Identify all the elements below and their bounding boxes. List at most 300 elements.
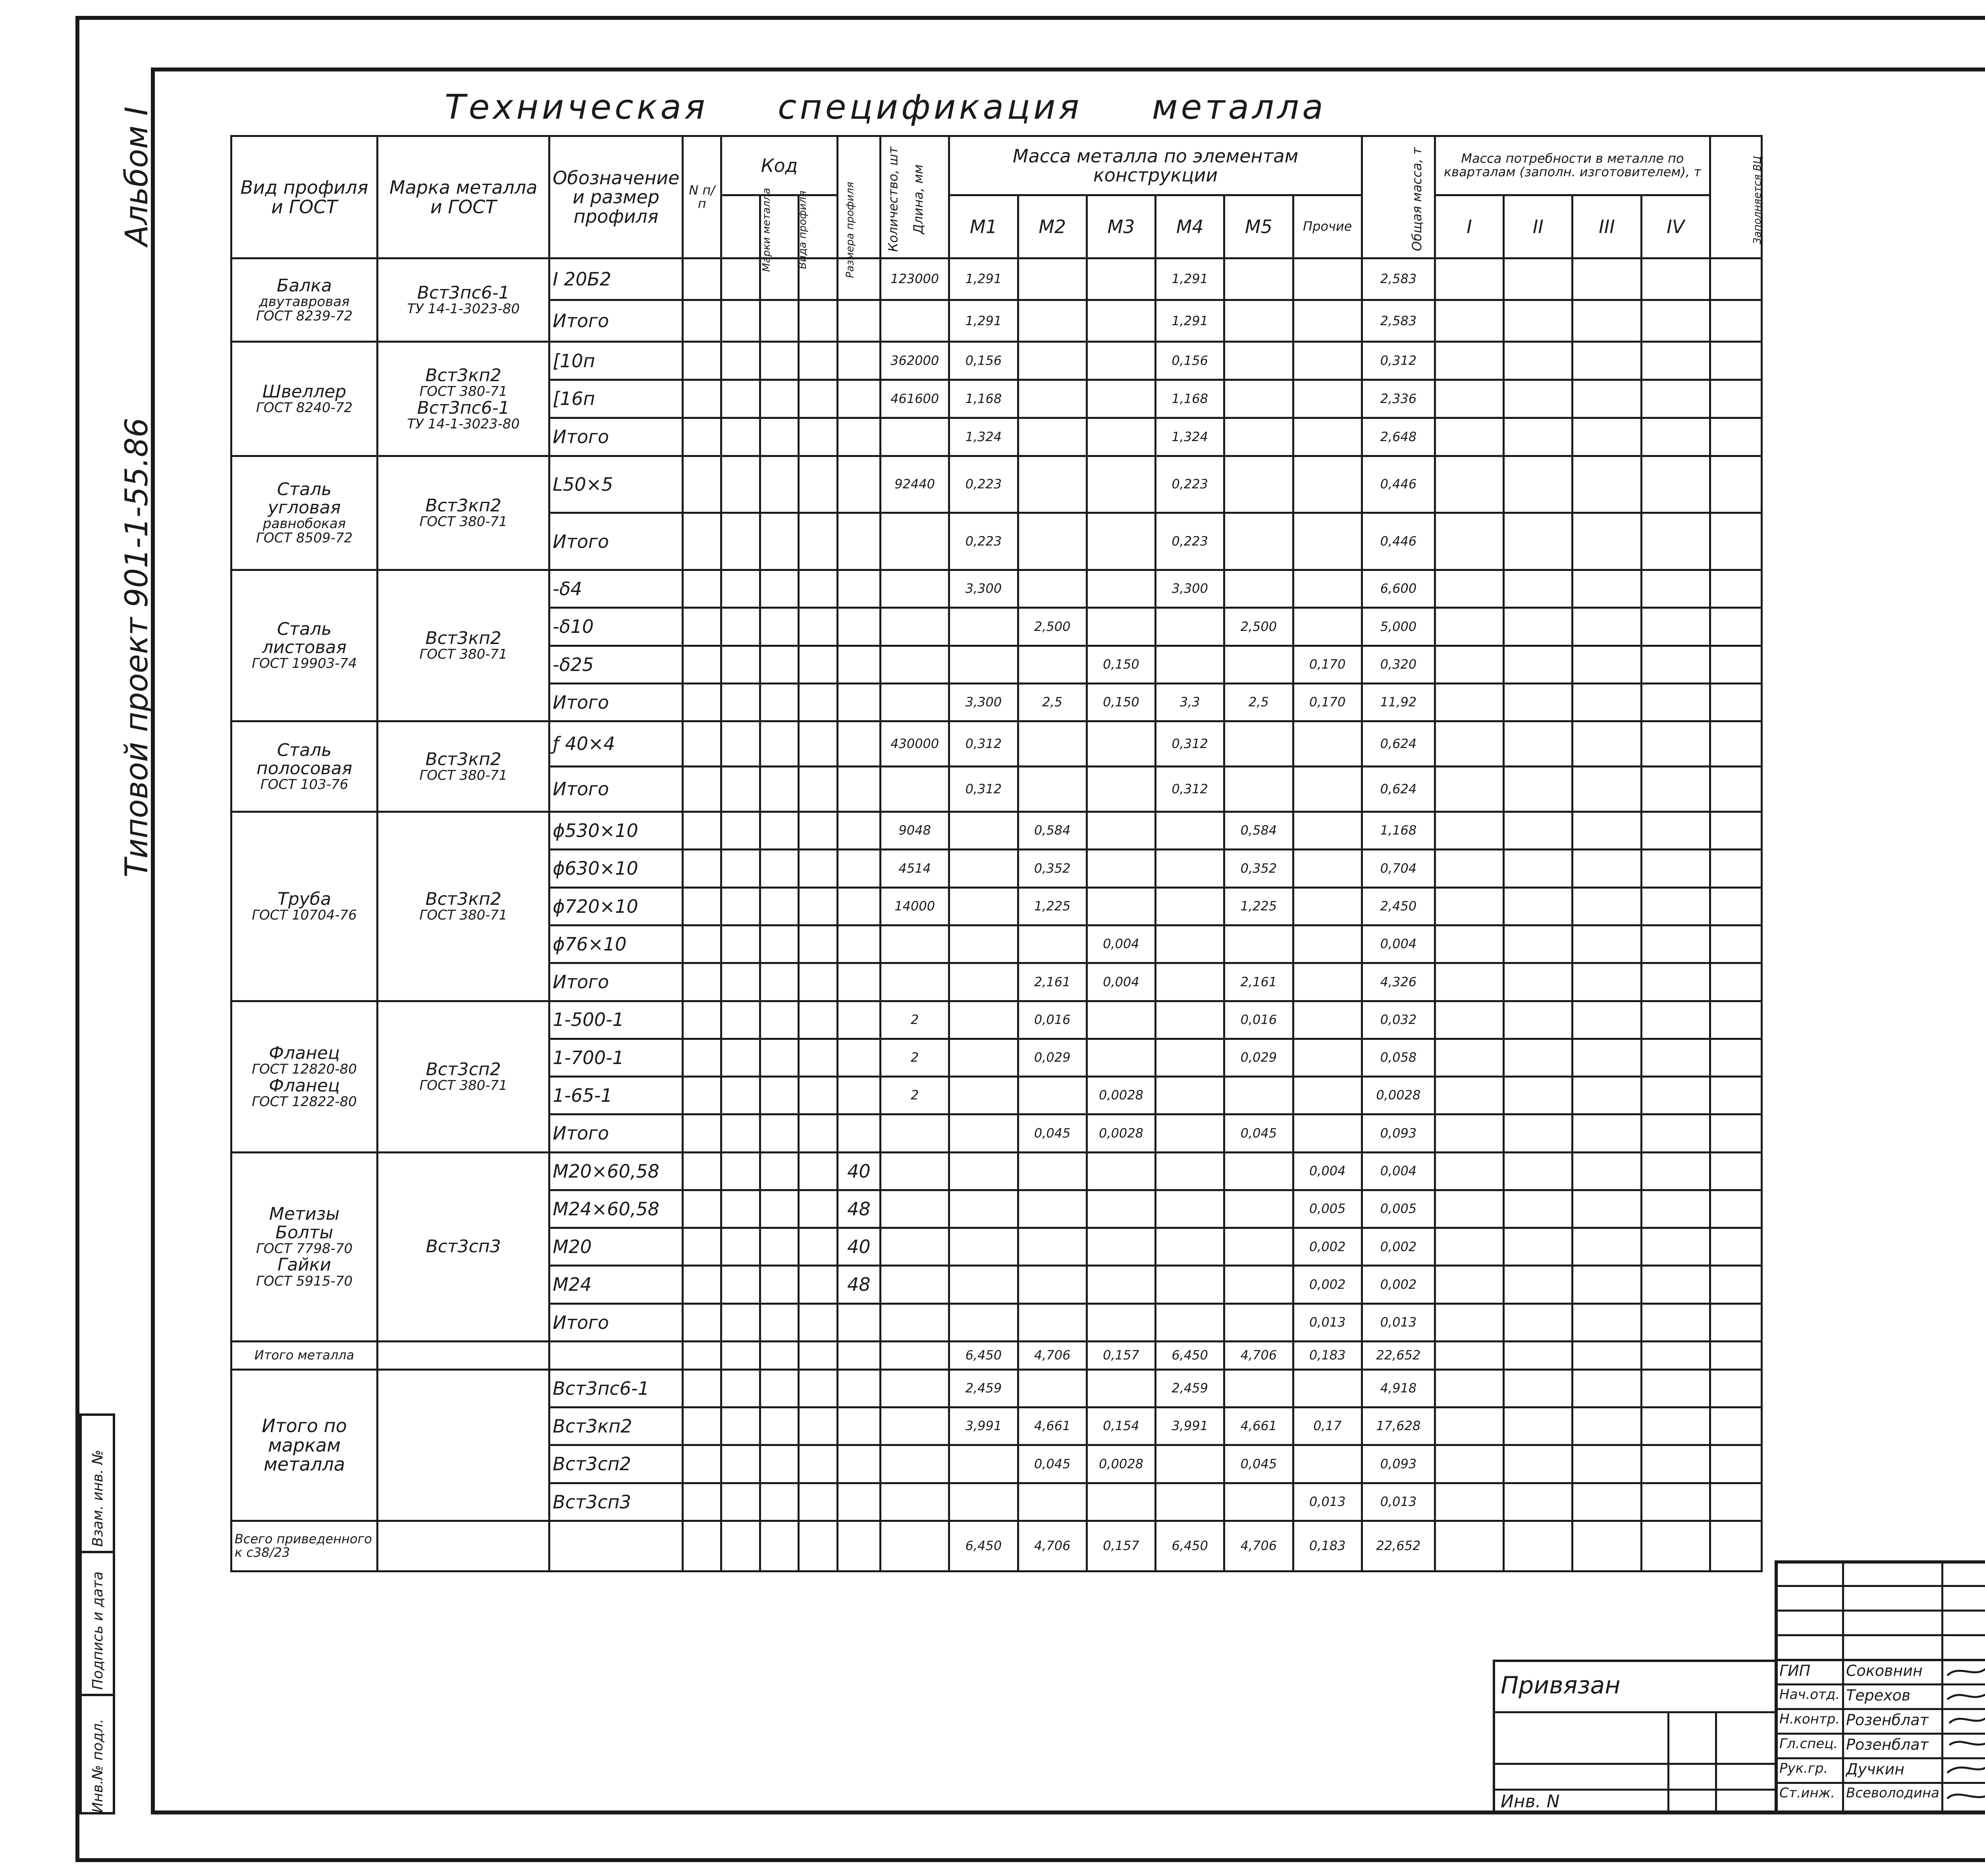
mass-m4: 1,291: [1156, 300, 1224, 342]
mass-m6: [1293, 925, 1362, 963]
empty-cell: [799, 1039, 837, 1076]
empty-cell: [760, 1228, 798, 1266]
quantity: 40: [837, 1152, 880, 1190]
mass-m6: 0,002: [1293, 1228, 1362, 1266]
empty-cell: [799, 1342, 837, 1370]
empty-cell: [721, 570, 760, 608]
empty-cell: [1435, 1190, 1503, 1228]
mass-m2: 1,225: [1018, 887, 1087, 925]
empty-cell: [1710, 342, 1761, 380]
mass-m5: 0,029: [1224, 1039, 1293, 1076]
empty-cell: [837, 1369, 880, 1407]
mass-m6: 0,170: [1293, 646, 1362, 683]
empty-cell: [721, 1114, 760, 1152]
quantity: [837, 646, 880, 683]
mass-m3: [1087, 1039, 1155, 1076]
length: [881, 683, 949, 721]
empty-cell: [1504, 456, 1573, 513]
spec-title: Техническая спецификация металла: [445, 87, 1326, 127]
role-5: Ст.инж.: [1779, 1785, 1835, 1801]
empty-cell: [1435, 342, 1503, 380]
mass-m5: 0,584: [1224, 812, 1293, 850]
empty-cell: [682, 1407, 721, 1445]
empty-cell: [1710, 646, 1761, 683]
empty-cell: [1504, 1001, 1573, 1039]
total-mass: 4,918: [1362, 1369, 1435, 1407]
empty-cell: [1573, 300, 1641, 342]
mass-m1: 1,291: [949, 258, 1018, 300]
empty-cell: [1710, 1114, 1761, 1152]
empty-cell: [378, 1521, 549, 1571]
empty-cell: [682, 925, 721, 963]
mass-m2: [1018, 1077, 1087, 1114]
mass-m6: [1293, 570, 1362, 608]
profile-type: [231, 812, 378, 1001]
empty-cell: [799, 1483, 837, 1521]
mass-m5: [1224, 342, 1293, 380]
total-mass: 0,002: [1362, 1228, 1435, 1266]
empty-cell: [1641, 683, 1710, 721]
quantity: [837, 1001, 880, 1039]
empty-cell: [682, 1483, 721, 1521]
empty-cell: [1573, 1114, 1641, 1152]
profile-size: [16п: [549, 380, 683, 418]
empty-cell: [1641, 925, 1710, 963]
empty-cell: [1641, 963, 1710, 1001]
steel-grade: [378, 812, 549, 1001]
empty-cell: [1641, 570, 1710, 608]
empty-cell: [760, 418, 798, 456]
itogo-metalla-label: Итого металла: [231, 1342, 378, 1370]
mass-m4: [1156, 646, 1224, 683]
steel-grade: [378, 258, 549, 342]
empty-cell: [721, 1483, 760, 1521]
itogo-m6: 0,183: [1293, 1342, 1362, 1370]
profile-type-line: листовая: [262, 637, 347, 658]
mass-m3: 0,150: [1087, 683, 1155, 721]
quantity: [837, 683, 880, 721]
quantity: [837, 513, 880, 570]
privyazan-block: [1493, 1660, 1775, 1814]
mass-m3: 0,150: [1087, 646, 1155, 683]
profile-size: -δ4: [549, 570, 683, 608]
steel-grade: [378, 570, 549, 721]
empty-cell: [1504, 683, 1573, 721]
empty-cell: [1435, 887, 1503, 925]
mass-m5: [1224, 1303, 1293, 1341]
total-mass: 0,0028: [1362, 1077, 1435, 1114]
quantity: [837, 1114, 880, 1152]
empty-cell: [799, 608, 837, 646]
empty-cell: [1435, 258, 1503, 300]
empty-cell: [1573, 456, 1641, 513]
empty-cell: [682, 1001, 721, 1039]
empty-cell: [1504, 887, 1573, 925]
profile-size: ƒ 40×4: [549, 721, 683, 767]
mass-m1: 1,324: [949, 418, 1018, 456]
empty-cell: [682, 767, 721, 812]
steel-grade-line: ГОСТ 380-71: [419, 907, 507, 924]
empty-cell: [1573, 1521, 1641, 1571]
name-1: Терехов: [1846, 1687, 1911, 1704]
empty-cell: [837, 1521, 880, 1571]
stamp-inv: Инв.№ подл.: [90, 1719, 106, 1813]
hdr-massa-el: Масса металла по элементам конструкции: [949, 136, 1362, 195]
empty-cell: [1435, 300, 1503, 342]
empty-cell: [1573, 608, 1641, 646]
mass-m6: [1293, 513, 1362, 570]
mass-m4: [1156, 1001, 1224, 1039]
length: [881, 608, 949, 646]
mass-m5: [1224, 456, 1293, 513]
empty-cell: [1435, 850, 1503, 887]
mass-m6: 0,013: [1293, 1483, 1362, 1521]
mass-m5: [1224, 258, 1293, 300]
mass-m6: [1293, 258, 1362, 300]
profile-type-line: полосовая: [256, 758, 353, 779]
total-mass: 0,004: [1362, 1152, 1435, 1190]
mass-m1: 0,312: [949, 767, 1018, 812]
length: [881, 646, 949, 683]
mass-m2: [1018, 418, 1087, 456]
mass-m4: [1156, 1266, 1224, 1303]
empty-cell: [1641, 1001, 1710, 1039]
quantity: [837, 1077, 880, 1114]
mass-m2: [1018, 342, 1087, 380]
mass-m5: [1224, 925, 1293, 963]
empty-cell: [1710, 1407, 1761, 1445]
mass-m5: 2,5: [1224, 683, 1293, 721]
project-label: Типовой проект 901-1-55.86: [119, 418, 155, 877]
empty-cell: [1435, 1342, 1503, 1370]
empty-cell: [799, 1114, 837, 1152]
mass-m6: [1293, 850, 1362, 887]
mass-m6: [1293, 608, 1362, 646]
mass-m2: 2,161: [1018, 963, 1087, 1001]
mass-m4: [1156, 850, 1224, 887]
hdr-m5: М5: [1224, 195, 1293, 258]
steel-grade-line: Вст3кп2: [425, 365, 501, 386]
mass-m4: [1156, 925, 1224, 963]
steel-grade: [378, 721, 549, 812]
empty-cell: [1573, 1077, 1641, 1114]
hdr-kv3: III: [1573, 195, 1641, 258]
empty-cell: [799, 456, 837, 513]
vsego-total: 22,652: [1362, 1521, 1435, 1571]
empty-cell: [721, 1369, 760, 1407]
empty-cell: [721, 767, 760, 812]
mass-m1: 0,156: [949, 342, 1018, 380]
empty-cell: [1641, 456, 1710, 513]
empty-cell: [760, 300, 798, 342]
empty-cell: [1641, 1483, 1710, 1521]
album-label: Альбом I: [119, 106, 155, 246]
empty-cell: [760, 1001, 798, 1039]
empty-cell: [721, 963, 760, 1001]
hdr-kol: Количество, шт: [837, 136, 880, 258]
profile-type-line: ГОСТ 12820-80: [252, 1061, 357, 1077]
spec-table: [230, 135, 1763, 1572]
length: [881, 513, 949, 570]
empty-cell: [1504, 1266, 1573, 1303]
empty-cell: [1435, 767, 1503, 812]
itogo-po-markam-label: Итого по маркам металла: [231, 1369, 378, 1521]
mass-m4: [1156, 1228, 1224, 1266]
empty-cell: [1435, 1521, 1503, 1571]
empty-cell: [760, 342, 798, 380]
mass-m3: 0,0028: [1087, 1077, 1155, 1114]
empty-cell: [760, 646, 798, 683]
table-row: [231, 1342, 1762, 1370]
empty-cell: [1710, 1342, 1761, 1370]
mass-m4: 0,223: [1156, 513, 1224, 570]
mass-m1: [949, 646, 1018, 683]
profile-type-line: Сталь: [277, 619, 332, 640]
steel-grade-line: ТУ 14-1-3023-80: [407, 416, 520, 432]
empty-cell: [760, 925, 798, 963]
steel-grade-line: Вст3кп2: [425, 628, 501, 649]
quantity: 48: [837, 1266, 880, 1303]
empty-cell: [1435, 1266, 1503, 1303]
profile-type-line: ГОСТ 8509-72: [256, 530, 353, 546]
empty-cell: [1504, 418, 1573, 456]
empty-cell: [1435, 925, 1503, 963]
hdr-kv4: IV: [1641, 195, 1710, 258]
grade-name: Вст3кп2: [549, 1407, 683, 1445]
mass-m2: [1018, 1483, 1087, 1521]
mass-m1: [949, 1228, 1018, 1266]
length: [881, 963, 949, 1001]
mass-m4: [1156, 887, 1224, 925]
quantity: [837, 767, 880, 812]
mass-m5: 0,352: [1224, 850, 1293, 887]
mass-m6: [1293, 380, 1362, 418]
vsego-m1: 6,450: [949, 1521, 1018, 1571]
total-mass: 0,093: [1362, 1445, 1435, 1483]
empty-cell: [682, 1369, 721, 1407]
length: [881, 1152, 949, 1190]
empty-cell: [1573, 1407, 1641, 1445]
mass-m5: 0,045: [1224, 1445, 1293, 1483]
empty-cell: [682, 570, 721, 608]
mass-m1: [949, 1001, 1018, 1039]
length: 123000: [881, 258, 949, 300]
length: 461600: [881, 380, 949, 418]
empty-cell: [682, 812, 721, 850]
profile-type-line: ГОСТ 8240-72: [256, 399, 353, 416]
empty-cell: [760, 1369, 798, 1407]
hdr-vc: Заполняется ВЦ: [1710, 136, 1761, 258]
mass-m3: [1087, 721, 1155, 767]
empty-cell: [799, 767, 837, 812]
empty-cell: [881, 1369, 949, 1407]
empty-cell: [721, 1039, 760, 1076]
empty-cell: [799, 300, 837, 342]
quantity: [837, 1303, 880, 1341]
mass-m3: [1087, 300, 1155, 342]
empty-cell: [760, 1152, 798, 1190]
mass-m2: 0,045: [1018, 1445, 1087, 1483]
mass-m6: [1293, 887, 1362, 925]
mass-m2: [1018, 456, 1087, 513]
profile-size: ϕ530×10: [549, 812, 683, 850]
hdr-kvart: Масса потребности в металле по кварталам (заполн. изготовителем), т: [1435, 136, 1710, 195]
empty-cell: [799, 1445, 837, 1483]
empty-cell: [721, 513, 760, 570]
empty-cell: [1710, 258, 1761, 300]
name-4: Дучкин: [1846, 1760, 1905, 1778]
empty-cell: [1641, 418, 1710, 456]
mass-m6: 0,005: [1293, 1190, 1362, 1228]
empty-cell: [1641, 721, 1710, 767]
empty-cell: [760, 1407, 798, 1445]
empty-cell: [760, 1342, 798, 1370]
empty-cell: [682, 456, 721, 513]
empty-cell: [881, 1445, 949, 1483]
hdr-m2: М2: [1018, 195, 1087, 258]
table-row: [231, 570, 1762, 608]
empty-cell: [881, 1483, 949, 1521]
mass-m5: [1224, 418, 1293, 456]
quantity: [837, 608, 880, 646]
profile-size: Итого: [549, 300, 683, 342]
mass-m6: 0,013: [1293, 1303, 1362, 1341]
empty-cell: [799, 1266, 837, 1303]
quantity: [837, 963, 880, 1001]
quantity: [837, 418, 880, 456]
profile-type-line: ГОСТ 12822-80: [252, 1093, 357, 1110]
total-mass: 0,058: [1362, 1039, 1435, 1076]
quantity: [837, 812, 880, 850]
vsego-m6: 0,183: [1293, 1521, 1362, 1571]
role-4: Рук.гр.: [1779, 1760, 1828, 1776]
empty-cell: [1573, 1445, 1641, 1483]
name-2: Розенблат: [1846, 1711, 1929, 1729]
mass-m3: [1087, 513, 1155, 570]
mass-m1: 1,291: [949, 300, 1018, 342]
mass-m4: [1156, 1483, 1224, 1521]
mass-m6: [1293, 1001, 1362, 1039]
grade-name: Вст3пс6-1: [549, 1369, 683, 1407]
mass-m4: 0,223: [1156, 456, 1224, 513]
mass-m6: 0,17: [1293, 1407, 1362, 1445]
empty-cell: [682, 258, 721, 300]
empty-cell: [1435, 608, 1503, 646]
mass-m5: [1224, 380, 1293, 418]
mass-m2: 0,352: [1018, 850, 1087, 887]
mass-m5: [1224, 570, 1293, 608]
mass-m2: 0,045: [1018, 1114, 1087, 1152]
empty-cell: [1573, 1190, 1641, 1228]
mass-m3: [1087, 1228, 1155, 1266]
mass-m3: 0,0028: [1087, 1445, 1155, 1483]
grade-name: Вст3сп2: [549, 1445, 683, 1483]
empty-cell: [682, 1521, 721, 1571]
mass-m2: 2,500: [1018, 608, 1087, 646]
mass-m2: 0,584: [1018, 812, 1087, 850]
mass-m3: [1087, 1369, 1155, 1407]
empty-cell: [549, 1342, 683, 1370]
mass-m3: 0,154: [1087, 1407, 1155, 1445]
hdr-obsch: Общая масса, т: [1362, 136, 1435, 258]
empty-cell: [1573, 342, 1641, 380]
profile-size: Итого: [549, 767, 683, 812]
empty-cell: [721, 1001, 760, 1039]
empty-cell: [721, 258, 760, 300]
mass-m4: [1156, 1114, 1224, 1152]
empty-cell: [1573, 963, 1641, 1001]
total-mass: 2,450: [1362, 887, 1435, 925]
empty-cell: [1710, 1039, 1761, 1076]
steel-grade-line: Вст3кп2: [425, 749, 501, 769]
mass-m1: [949, 1114, 1018, 1152]
vsego-m2: 4,706: [1018, 1521, 1087, 1571]
empty-cell: [1641, 1039, 1710, 1076]
empty-cell: [1504, 1039, 1573, 1076]
empty-cell: [1435, 1303, 1503, 1341]
total-mass: 17,628: [1362, 1407, 1435, 1445]
empty-cell: [721, 1303, 760, 1341]
empty-cell: [1641, 1445, 1710, 1483]
empty-cell: [721, 887, 760, 925]
empty-cell: [1573, 1342, 1641, 1370]
empty-cell: [1435, 646, 1503, 683]
empty-cell: [1504, 1152, 1573, 1190]
mass-m6: [1293, 418, 1362, 456]
empty-cell: [1641, 380, 1710, 418]
empty-cell: [1504, 1114, 1573, 1152]
mass-m5: [1224, 721, 1293, 767]
empty-cell: [799, 683, 837, 721]
empty-cell: [682, 1342, 721, 1370]
empty-cell: [1710, 1001, 1761, 1039]
empty-cell: [1573, 887, 1641, 925]
profile-type-line: ГОСТ 7798-70: [256, 1240, 353, 1257]
empty-cell: [799, 646, 837, 683]
mass-m4: 3,3: [1156, 683, 1224, 721]
steel-grade-line: ГОСТ 380-71: [419, 767, 507, 783]
mass-m4: 3,991: [1156, 1407, 1224, 1445]
mass-m1: 1,168: [949, 380, 1018, 418]
empty-cell: [1710, 300, 1761, 342]
empty-cell: [760, 1039, 798, 1076]
mass-m5: [1224, 1152, 1293, 1190]
total-mass: 0,093: [1362, 1114, 1435, 1152]
empty-cell: [760, 1266, 798, 1303]
empty-cell: [1710, 963, 1761, 1001]
empty-cell: [378, 1369, 549, 1521]
empty-cell: [1435, 1077, 1503, 1114]
empty-cell: [1504, 721, 1573, 767]
profile-size: ϕ76×10: [549, 925, 683, 963]
profile-type: [231, 721, 378, 812]
mass-m6: [1293, 1369, 1362, 1407]
empty-cell: [1710, 570, 1761, 608]
name-5: Всеволодина: [1846, 1785, 1939, 1801]
quantity: [837, 380, 880, 418]
empty-cell: [721, 721, 760, 767]
mass-m4: 0,156: [1156, 342, 1224, 380]
hdr-kod-razmera: Размера профиля: [799, 195, 837, 258]
mass-m3: [1087, 418, 1155, 456]
empty-cell: [721, 608, 760, 646]
length: 2: [881, 1039, 949, 1076]
profile-size: 1-65-1: [549, 1077, 683, 1114]
empty-cell: [1641, 1369, 1710, 1407]
empty-cell: [1435, 1114, 1503, 1152]
length: 9048: [881, 812, 949, 850]
mass-m2: [1018, 767, 1087, 812]
